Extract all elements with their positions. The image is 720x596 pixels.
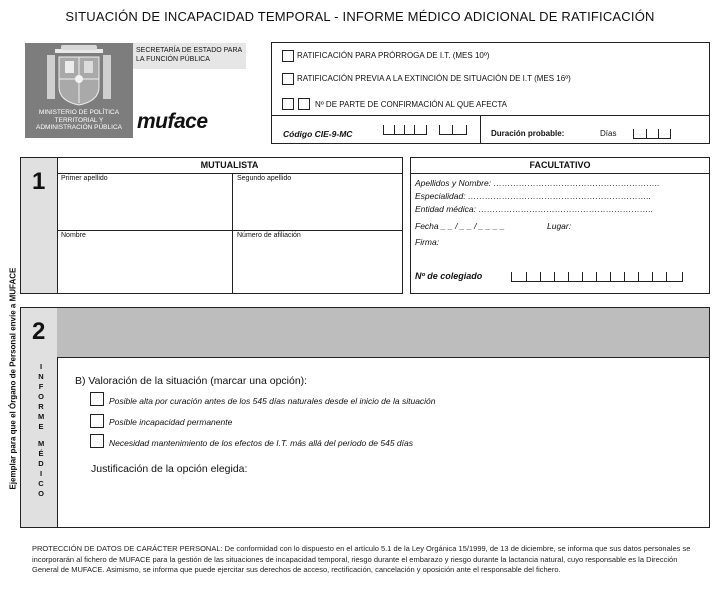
justificacion-field[interactable]: Justificación de la opción elegida: — [91, 463, 248, 475]
data-protection-notice: PROTECCIÓN DE DATOS DE CARÁCTER PERSONAL: De conformidad con lo dispuesto en el artículo 5.1 de la Ley Orgánica 15/1999, de 13 de diciembre, se informa que sus datos personales se incorporarán al fichero de MUFACE para la gestión de las situaciones de incapacidad temporal, riesgo durante el embarazo y riesgo durante la lactancia natural, cuyo responsable es la Dirección General de MUFACE. Asimismo, se informa que puede ejercitar sus derechos de acceso, rectificación, cancelación y oposición ante el responsable del fichero. — [32, 544, 691, 574]
vertical-letter: É — [38, 449, 44, 458]
parte-label: Nº DE PARTE DE CONFIRMACIÓN AL QUE AFECTA — [315, 100, 507, 109]
parte-digit-box-1[interactable] — [282, 98, 294, 110]
vertical-letter: C — [38, 479, 44, 488]
section-2-number-column — [21, 308, 58, 527]
especialidad-field[interactable]: Especialidad: ……………………………………………………….. — [415, 191, 652, 201]
alta-curacion-label: Posible alta por curación antes de los 545 días naturales desde el inicio de la situación — [109, 396, 436, 406]
previa-label: RATIFICACIÓN PREVIA A LA EXTINCIÓN DE SITUACIÓN DE I.T (MES 16º) — [297, 74, 571, 83]
prorroga-checkbox[interactable] — [282, 50, 294, 62]
ratification-options-box — [271, 42, 710, 144]
firma-field[interactable]: Firma: — [415, 237, 440, 247]
muface-logo: muface — [137, 110, 208, 133]
duracion-label: Duración probable: — [491, 129, 565, 138]
section-1-number: 1 — [32, 168, 46, 195]
vertical-letter: M — [38, 439, 45, 448]
facultativo-box — [410, 157, 710, 294]
vertical-letter: E — [38, 422, 44, 431]
mantenimiento-it-checkbox[interactable] — [90, 434, 104, 448]
vertical-letter: F — [38, 382, 44, 391]
colegiado-label: Nº de colegiado — [415, 271, 483, 281]
nombre-field[interactable]: Nombre — [61, 232, 86, 239]
prorroga-label: RATIFICACIÓN PARA PRÓRROGA DE I.T. (MES 10º) — [297, 51, 490, 60]
dias-field[interactable] — [633, 129, 671, 139]
vertical-letter: N — [38, 372, 44, 381]
primer-apellido-field[interactable]: Primer apellido — [61, 175, 108, 182]
header-divider — [272, 115, 709, 116]
colegiado-field[interactable] — [511, 272, 683, 282]
section-2-number: 2 — [32, 318, 46, 345]
vertical-letter: D — [38, 459, 44, 468]
vertical-letter: O — [38, 392, 44, 401]
parte-digit-box-2[interactable] — [298, 98, 310, 110]
section-2-header-band — [57, 308, 709, 358]
alta-curacion-checkbox[interactable] — [90, 392, 104, 406]
dias-label: Días — [600, 129, 617, 138]
mantenimiento-it-label: Necesidad mantenimiento de los efectos de I.T. más allá del periodo de 545 días — [109, 438, 413, 448]
segundo-apellido-field[interactable]: Segundo apellido — [237, 175, 292, 182]
entidad-medica-field[interactable]: Entidad médica: …………………………………………………….. — [415, 204, 654, 214]
mutualista-hsplit — [57, 230, 402, 231]
previa-checkbox[interactable] — [282, 73, 294, 85]
vertical-letter: M — [38, 412, 45, 421]
section-1-mutualista — [20, 157, 403, 294]
ministerio-text: MINISTERIO DE POLÍTICA TERRITORIAL Y ADMINISTRACIÓN PÚBLICA — [36, 109, 122, 131]
cie-code-field[interactable] — [383, 125, 427, 135]
apellidos-nombre-field[interactable]: Apellidos y Nombre: ………………………………………………….. — [415, 178, 660, 188]
afiliacion-field[interactable]: Número de afiliación — [237, 232, 301, 239]
cie-label: Código CIE-9-MC — [283, 129, 353, 139]
header-separator — [480, 115, 481, 143]
incapacidad-permanente-checkbox[interactable] — [90, 414, 104, 428]
vertical-letter: I — [39, 469, 43, 478]
section-1-number-column — [21, 158, 58, 293]
mutualista-heading: MUTUALISTA — [57, 158, 402, 174]
lugar-field[interactable]: Lugar: — [547, 221, 572, 231]
cie-code-suffix-field[interactable] — [439, 125, 467, 135]
page-title: SITUACIÓN DE INCAPACIDAD TEMPORAL - INFORME MÉDICO ADICIONAL DE RATIFICACIÓN — [65, 9, 655, 24]
vertical-letter: I — [39, 362, 43, 371]
valoracion-heading: B) Valoración de la situación (marcar una opción): — [75, 375, 308, 387]
facultativo-heading: FACULTATIVO — [411, 158, 709, 174]
vertical-letter: O — [38, 489, 44, 498]
secretaria-text: SECRETARÍA DE ESTADO PARA LA FUNCIÓN PÚBLICA — [133, 43, 246, 69]
section-2-informe-medico — [20, 307, 710, 528]
mutualista-vsplit — [232, 173, 233, 293]
incapacidad-permanente-label: Posible incapacidad permanente — [109, 417, 233, 427]
sidenote-vertical: Ejemplar para que el Órgano de Personal envíe a MUFACE — [8, 267, 18, 490]
fecha-field[interactable]: Fecha _ _ / _ _ / _ _ _ _ — [415, 221, 505, 231]
vertical-letter: R — [38, 402, 44, 411]
